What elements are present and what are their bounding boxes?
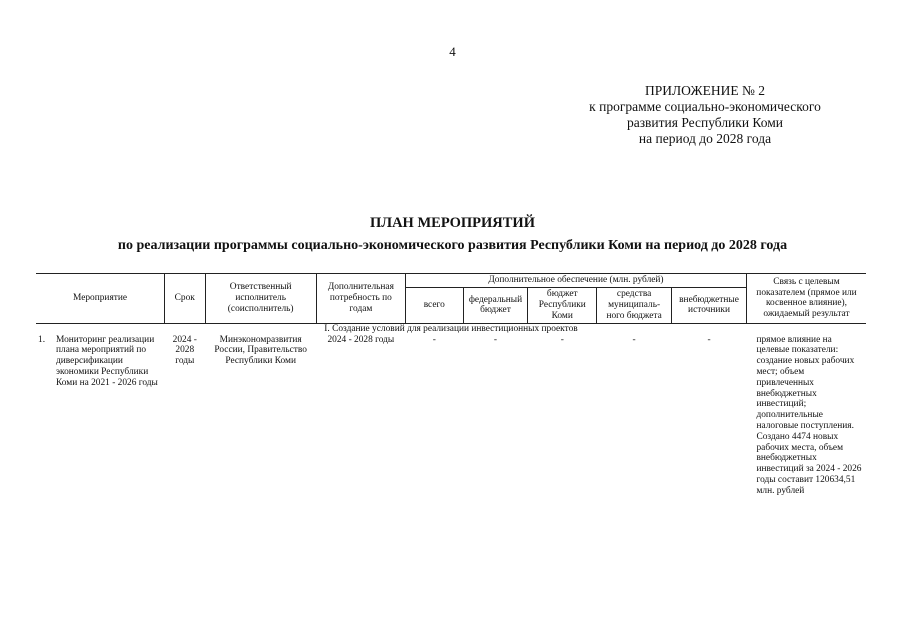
measure-text: Мониторинг реализации плана мероприятий по диверсификации экономики Республики Коми на 2021 - 2026 годы: [56, 334, 158, 388]
table-row: [36, 335, 866, 497]
document-title: ПЛАН МЕРОПРИЯТИЙ: [370, 215, 535, 231]
appendix-line-1: к программе социально-экономического: [589, 99, 821, 114]
federal-cell: -: [493, 334, 498, 345]
header-need: Дополнительная потребность по годам: [316, 274, 405, 324]
municipal-cell: -: [632, 334, 636, 345]
measure-cell: [36, 335, 165, 497]
header-measure: Мероприятие: [36, 274, 165, 324]
header-republic: бюджет Республики Коми: [528, 287, 597, 323]
extrabudget-cell: -: [707, 334, 711, 345]
header-term: Срок: [165, 274, 205, 324]
appendix-heading: ПРИЛОЖЕНИЕ № 2: [644, 83, 766, 98]
header-funding-group: Дополнительное обеспечение (млн. рублей): [405, 274, 746, 288]
section-heading: I. Создание условий для реализации инвестиционных проектов: [324, 323, 578, 334]
executor-cell: Минэкономразвития России, Правительство Республики Коми: [214, 334, 307, 367]
appendix-block: [560, 83, 850, 147]
document-subtitle: по реализации программы социально-экономического развития Республики Коми на период до 2028 года: [117, 238, 788, 253]
header-municipal: средства муниципаль-ного бюджета: [597, 287, 672, 323]
term-cell: 2024 - 2028 годы: [172, 334, 197, 367]
appendix-line-2: развития Республики Коми: [626, 115, 784, 130]
header-total: всего: [405, 287, 463, 323]
header-federal: федеральный бюджет: [463, 287, 528, 323]
header-executor: Ответственный исполнитель (соисполнитель): [205, 274, 316, 324]
need-cell: 2024 - 2028 годы: [327, 334, 395, 345]
link-cell: прямое влияние на целевые показатели: создание новых рабочих мест; объем привлеченных внебюджетных инвестиций; дополнительные налоговые поступления. Создано 4474 новых рабочих места, объем внебюджетных инвестиций за 2024 - 2026 годы составит 120634,51 млн. рублей: [756, 334, 862, 496]
page-number: 4: [449, 44, 456, 59]
plan-table: [36, 273, 866, 497]
republic-cell: -: [560, 334, 564, 345]
header-extrabudget: внебюджетные источники: [672, 287, 747, 323]
total-cell: -: [432, 334, 436, 345]
appendix-line-3: на период до 2028 года: [638, 131, 772, 146]
header-link: Связь с целевым показателем (прямое или косвенное влияние), ожидаемый результат: [746, 274, 866, 324]
row-number: 1.: [38, 334, 46, 345]
